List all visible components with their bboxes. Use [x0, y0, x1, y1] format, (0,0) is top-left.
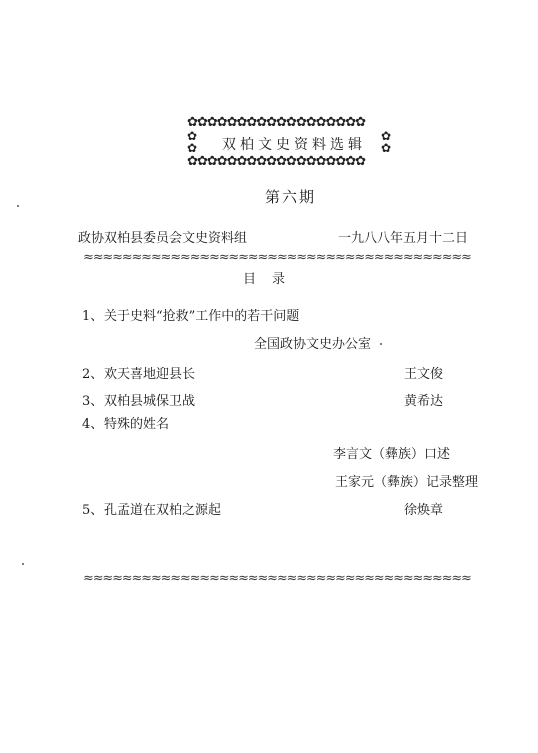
divider-bottom: ≈≈≈≈≈≈≈≈≈≈≈≈≈≈≈≈≈≈≈≈≈≈≈≈≈≈≈≈≈≈≈≈≈≈≈≈≈≈≈≈ — [83, 572, 471, 585]
scan-speck — [22, 563, 24, 565]
ornament-border-top: ✿✿✿✿✿✿✿✿✿✿✿✿✿✿✿✿✿✿ — [187, 116, 366, 130]
toc-entry-4-number: 4、 — [82, 417, 104, 432]
toc-entry-1-number: 1、 — [82, 309, 104, 324]
ornament-left-2: ✿ — [187, 141, 198, 155]
toc-entry-3-author: 黄希达 — [404, 394, 444, 409]
series-title: 双柏文史资料选辑 — [222, 137, 366, 153]
toc-entry-5-title: 孔孟道在双柏之源起 — [104, 503, 222, 518]
ornament-right-2: ✿ — [381, 141, 392, 155]
toc-entry-2-author: 王文俊 — [404, 367, 444, 382]
toc-entry-1-title: 关于史料“抢救”工作中的若干问题 — [104, 309, 300, 324]
ornament-border-bottom: ✿✿✿✿✿✿✿✿✿✿✿✿✿✿✿✿✿✿ — [187, 155, 366, 169]
toc-entry-3-number: 3、 — [82, 394, 104, 409]
ornament-right-1: ✿ — [381, 129, 392, 143]
toc-heading: 目录 — [243, 272, 302, 287]
toc-entry-4-title: 特殊的姓名 — [104, 417, 170, 432]
publication-date: 一九八八年五月十二日 — [338, 231, 469, 246]
publisher: 政协双柏县委员会文史资料组 — [78, 231, 248, 246]
toc-entry-4-narrator: 李言文（彝族）口述 — [333, 447, 451, 462]
toc-entry-5-number: 5、 — [82, 503, 104, 518]
toc-entry-1-author: 全国政协文史办公室 — [254, 337, 372, 352]
issue-number: 第六期 — [265, 188, 317, 206]
toc-entry-4-recorder: 王家元（彝族）记录整理 — [335, 475, 479, 490]
toc-entry-2-title: 欢天喜地迎县长 — [104, 367, 196, 382]
scan-speck — [17, 205, 19, 207]
divider-top: ≈≈≈≈≈≈≈≈≈≈≈≈≈≈≈≈≈≈≈≈≈≈≈≈≈≈≈≈≈≈≈≈≈≈≈≈≈≈≈≈ — [83, 251, 471, 264]
toc-entry-3-title: 双柏县城保卫战 — [104, 394, 196, 409]
ornament-left-1: ✿ — [187, 129, 198, 143]
scan-speck — [380, 343, 382, 345]
toc-entry-2-number: 2、 — [82, 367, 104, 382]
toc-entry-5-author: 徐焕章 — [404, 503, 444, 518]
